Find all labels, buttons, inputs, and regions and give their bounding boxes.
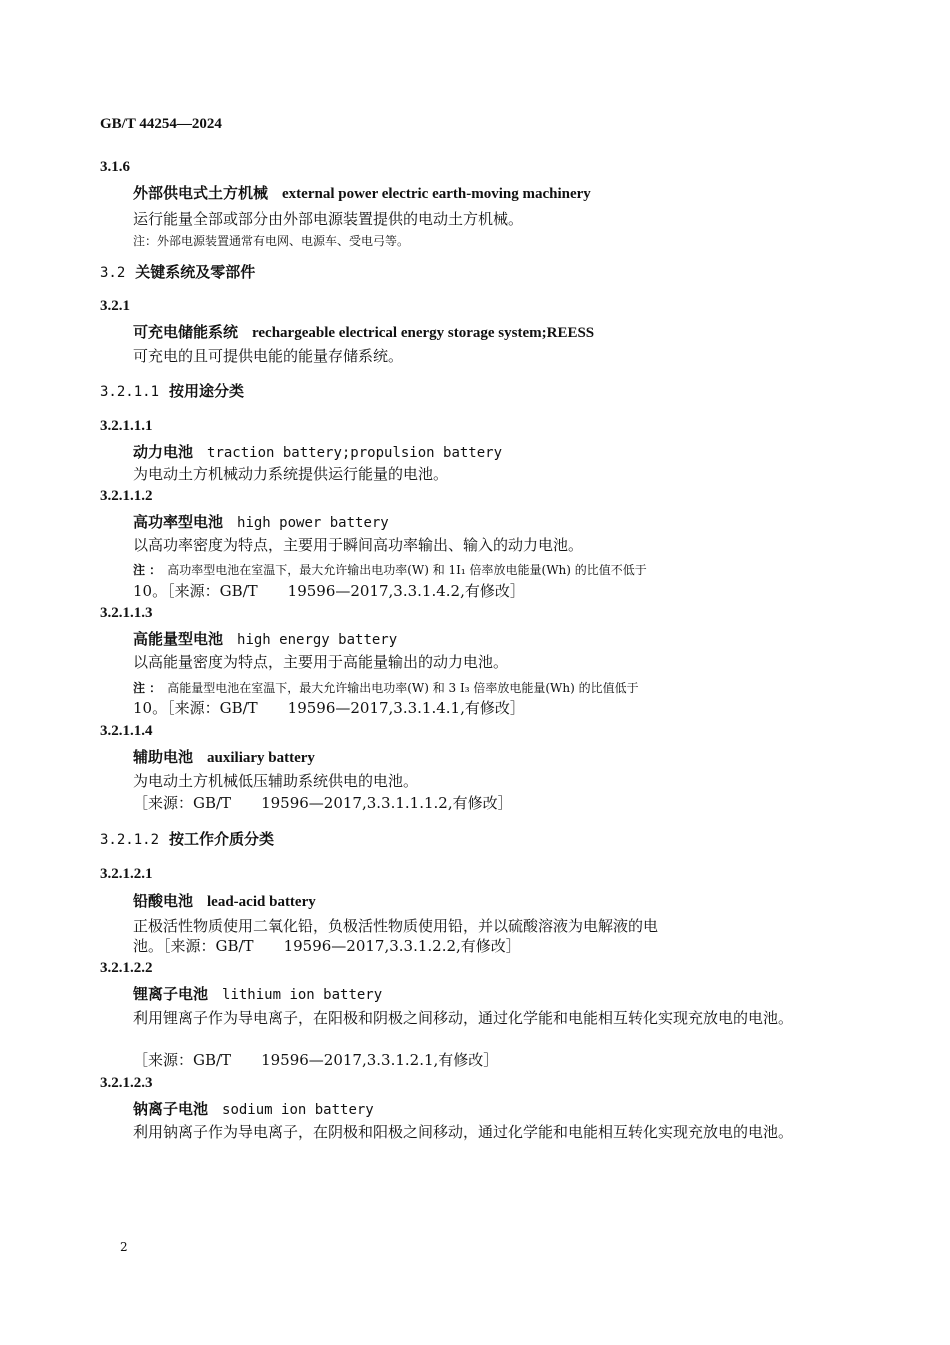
section-number: 3.2.1.2 bbox=[100, 832, 160, 848]
entry-number: 3.2.1.2.3 bbox=[100, 1075, 153, 1091]
note bbox=[133, 561, 647, 578]
note-text: 高功率型电池在室温下，最大允许输出电功率(W) 和 1I₁ 倍率放电能量(Wh) 的比值不低于 bbox=[167, 563, 647, 577]
term-heading bbox=[133, 321, 594, 342]
term-english: auxiliary battery bbox=[207, 750, 315, 766]
term-english: sodium ion battery bbox=[222, 1102, 374, 1118]
section-heading bbox=[100, 380, 244, 401]
term-heading bbox=[133, 441, 502, 462]
term-english: traction battery;propulsion battery bbox=[207, 445, 503, 461]
term-heading bbox=[133, 890, 316, 911]
entry-number: 3.1.6 bbox=[100, 159, 130, 175]
term-heading bbox=[133, 182, 591, 203]
source-reference: ［来源：GB/T 19596—2017,3.3.1.2.1,有修改］ bbox=[133, 1051, 499, 1069]
term-chinese: 高能量型电池 bbox=[133, 630, 224, 648]
term-english: rechargeable electrical energy storage system;REESS bbox=[252, 325, 595, 341]
note bbox=[133, 679, 639, 696]
entry-number: 3.2.1.1.2 bbox=[100, 488, 153, 504]
definition: 利用锂离子作为导电离子，在阳极和阴极之间移动，通过化学能和电能相互转化实现充放电的电池。 bbox=[133, 1009, 794, 1027]
entry-number: 3.2.1.2.1 bbox=[100, 866, 153, 882]
page-number: 2 bbox=[120, 1240, 128, 1254]
note-text: 高能量型电池在室温下，最大允许输出电功率(W) 和 3 I₃ 倍率放电能量(Wh) 的比值低于 bbox=[167, 681, 639, 695]
term-heading bbox=[133, 628, 397, 649]
term-heading bbox=[133, 1098, 374, 1119]
definition: 以高能量密度为特点，主要用于高能量输出的动力电池。 bbox=[133, 653, 509, 671]
entry-number: 3.2.1 bbox=[100, 298, 130, 314]
section-number: 3.2.1.1 bbox=[100, 384, 160, 400]
definition: 可充电的且可提供电能的能量存储系统。 bbox=[133, 347, 404, 365]
source-reference: ［来源：GB/T 19596—2017,3.3.1.1.1.2,有修改］ bbox=[133, 794, 513, 812]
term-chinese: 铅酸电池 bbox=[133, 892, 194, 910]
term-chinese: 钠离子电池 bbox=[133, 1100, 209, 1118]
entry-number: 3.2.1.1.3 bbox=[100, 605, 153, 621]
source-reference: 10。［来源：GB/T 19596—2017,3.3.1.4.2,有修改］ bbox=[133, 582, 525, 600]
source-reference: 10。［来源：GB/T 19596—2017,3.3.1.4.1,有修改］ bbox=[133, 699, 525, 717]
section-title: 按工作介质分类 bbox=[169, 830, 275, 848]
note: 注：外部电源装置通常有电网、电源车、受电弓等。 bbox=[133, 234, 410, 248]
section-heading bbox=[100, 261, 255, 282]
definition: 正极活性物质使用二氧化铅，负极活性物质使用铅，并以硫酸溶液为电解液的电 bbox=[133, 917, 659, 935]
definition: 利用钠离子作为导电离子，在阴极和阳极之间移动，通过化学能和电能相互转化实现充放电的电池。 bbox=[133, 1123, 794, 1141]
standard-header: GB/T 44254—2024 bbox=[100, 116, 222, 132]
term-heading bbox=[133, 983, 382, 1004]
note-label: 注 ： bbox=[133, 563, 162, 577]
term-chinese: 外部供电式土方机械 bbox=[133, 184, 269, 202]
section-title: 按用途分类 bbox=[169, 382, 245, 400]
definition: 为电动土方机械动力系统提供运行能量的电池。 bbox=[133, 465, 449, 483]
term-heading bbox=[133, 511, 389, 532]
section-number: 3.2 bbox=[100, 265, 126, 281]
term-heading bbox=[133, 746, 315, 767]
definition: 以高功率密度为特点，主要用于瞬间高功率输出、输入的动力电池。 bbox=[133, 536, 584, 554]
definition: 为电动土方机械低压辅助系统供电的电池。 bbox=[133, 772, 419, 790]
term-english: external power electric earth-moving machinery bbox=[282, 186, 591, 202]
definition: 运行能量全部或部分由外部电源装置提供的电动土方机械。 bbox=[133, 210, 524, 228]
term-english: high energy battery bbox=[237, 632, 398, 648]
source-reference: 池。［来源：GB/T 19596—2017,3.3.1.2.2,有修改］ bbox=[133, 937, 521, 955]
term-english: high power battery bbox=[237, 515, 389, 531]
note-label: 注 ： bbox=[133, 681, 162, 695]
term-chinese: 高功率型电池 bbox=[133, 513, 224, 531]
entry-number: 3.2.1.1.1 bbox=[100, 418, 153, 434]
section-heading bbox=[100, 828, 274, 849]
term-chinese: 动力电池 bbox=[133, 443, 194, 461]
term-english: lead-acid battery bbox=[207, 894, 316, 910]
entry-number: 3.2.1.2.2 bbox=[100, 960, 153, 976]
term-chinese: 锂离子电池 bbox=[133, 985, 209, 1003]
entry-number: 3.2.1.1.4 bbox=[100, 723, 153, 739]
term-chinese: 辅助电池 bbox=[133, 748, 194, 766]
section-title: 关键系统及零部件 bbox=[135, 263, 256, 281]
term-chinese: 可充电储能系统 bbox=[133, 323, 239, 341]
term-english: lithium ion battery bbox=[222, 987, 383, 1003]
